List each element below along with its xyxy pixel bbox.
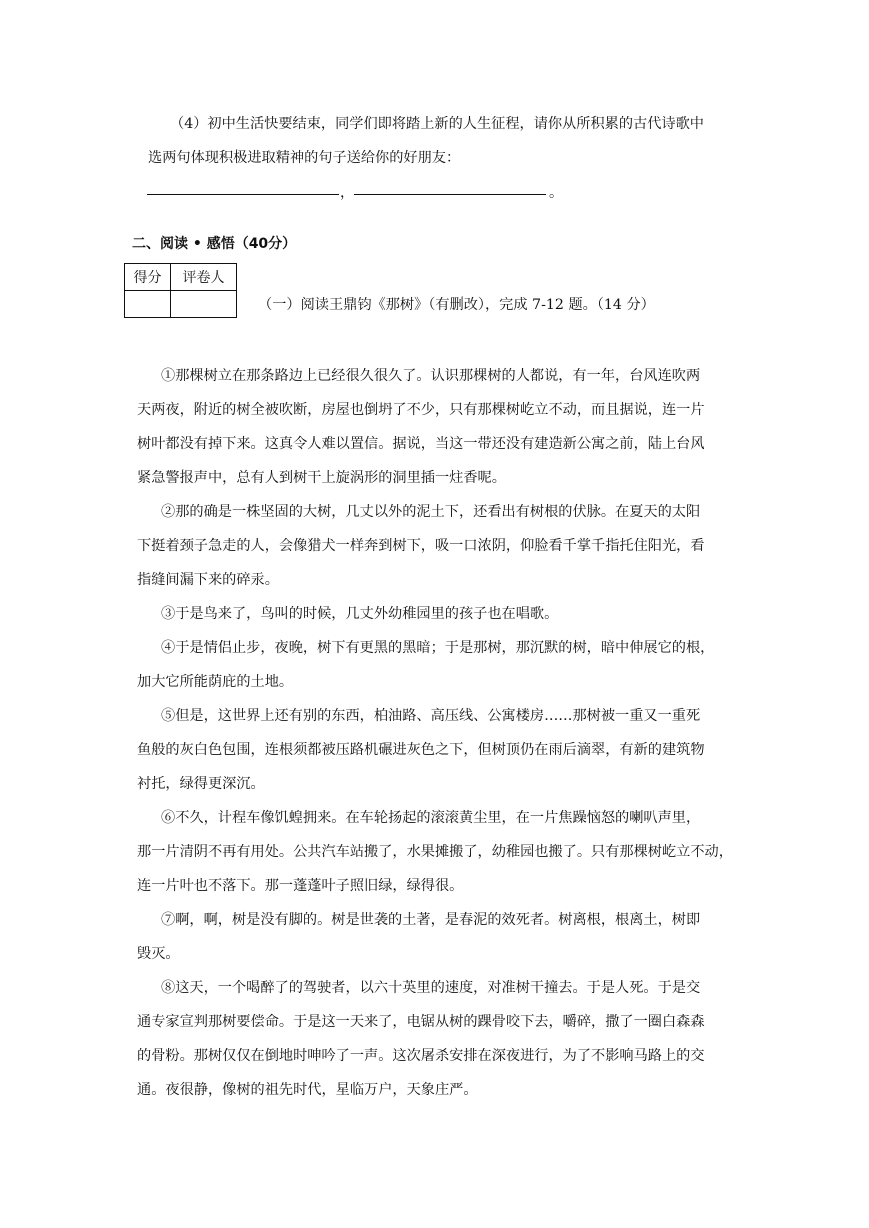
paragraph-5-line-1: ⑤但是，这世界上还有别的东西，柏油路、高压线、公寓楼房……那树被一重又一重死 bbox=[161, 708, 701, 724]
score-table bbox=[124, 263, 237, 318]
score-header: 得分 bbox=[125, 264, 171, 291]
paragraph-3-line-1: ③于是鸟来了，鸟叫的时候，几丈外幼稚园里的孩子也在唱歌。 bbox=[161, 606, 559, 622]
paragraph-1-line-4: 紧急警报声中，总有人到树干上旋涡形的洞里插一炷香呢。 bbox=[137, 470, 506, 486]
answer-blank-1[interactable] bbox=[147, 194, 339, 195]
question4-line2: 选两句体现积极进取精神的句子送给你的好朋友： bbox=[148, 150, 461, 166]
paragraph-2-line-2: 下挺着颈子急走的人，会像猎犬一样奔到树下，吸一口浓阴，仰脸看千掌千指托住阳光，看 bbox=[137, 538, 705, 554]
paragraph-5-line-3: 衬托，绿得更深沉。 bbox=[137, 776, 265, 792]
paragraph-6-line-3: 连一片叶也不落下。那一蓬蓬叶子照旧绿，绿得很。 bbox=[137, 878, 464, 894]
paragraph-1-line-1: ①那棵树立在那条路边上已经很久很久了。认识那棵树的人都说，有一年，台风连吹两 bbox=[161, 368, 701, 384]
paragraph-1-line-3: 树叶都没有掉下来。这真令人难以置信。据说，当这一带还没有建造新公寓之前，陆上台风 bbox=[137, 436, 705, 452]
passage-intro: （一）阅读王鼎钧《那树》（有删改），完成 7-12 题。（14 分） bbox=[258, 297, 655, 313]
paragraph-8-line-2: 通专家宣判那树要偿命。于是这一天来了，电锯从树的踝骨咬下去，嚼碎，撒了一圈白森森 bbox=[137, 1014, 705, 1030]
paragraph-8-line-3: 的骨粉。那树仅仅在倒地时呻吟了一声。这次屠杀安排在深夜进行，为了不影响马路上的交 bbox=[137, 1048, 705, 1064]
paragraph-8-line-4: 通。夜很静，像树的祖先时代，星临万户，天象庄严。 bbox=[137, 1082, 478, 1098]
paragraph-7-line-1: ⑦啊，啊，树是没有脚的。树是世袭的土著，是春泥的效死者。树离根，根离土，树即 bbox=[161, 912, 701, 928]
paragraph-2-line-1: ②那的确是一株坚固的大树，几丈以外的泥土下，还看出有树根的伏脉。在夏天的太阳 bbox=[161, 504, 701, 520]
paragraph-1-line-2: 天两夜，附近的树全被吹断，房屋也倒坍了不少，只有那棵树屹立不动，而且据说，连一片 bbox=[137, 402, 705, 418]
answer-blank-2[interactable] bbox=[354, 194, 546, 195]
blank-comma: ， bbox=[340, 185, 355, 201]
paragraph-6-line-1: ⑥不久，计程车像饥蝗拥来。在车轮扬起的滚滚黄尘里，在一片焦躁恼怒的喇叭声里， bbox=[161, 810, 701, 826]
section-title: 二、阅读 • 感悟（40分） bbox=[132, 236, 297, 252]
paragraph-4-line-1: ④于是情侣止步，夜晚，树下有更黑的黑暗；于是那树，那沉默的树，暗中伸展它的根， bbox=[161, 640, 715, 656]
grader-cell[interactable] bbox=[171, 291, 237, 318]
paragraph-6-line-2: 那一片清阴不再有用处。公共汽车站搬了，水果摊搬了，幼稚园也搬了。只有那棵树屹立不动， bbox=[137, 844, 733, 860]
grader-header: 评卷人 bbox=[171, 264, 237, 291]
paragraph-5-line-2: 鱼般的灰白色包围，连根须都被压路机碾进灰色之下，但树顶仍在雨后滴翠，有新的建筑物 bbox=[137, 742, 705, 758]
question4-line1: （4）初中生活快要结束，同学们即将踏上新的人生征程，请你从所积累的古代诗歌中 bbox=[170, 116, 704, 132]
score-cell[interactable] bbox=[125, 291, 171, 318]
paragraph-8-line-1: ⑧这天，一个喝醉了的驾驶者，以六十英里的速度，对准树干撞去。于是人死。于是交 bbox=[161, 980, 701, 996]
blank-period: 。 bbox=[549, 185, 564, 201]
paragraph-7-line-2: 毁灭。 bbox=[137, 946, 180, 962]
paragraph-4-line-2: 加大它所能荫庇的土地。 bbox=[137, 674, 294, 690]
paragraph-2-line-3: 指缝间漏下来的碎汞。 bbox=[137, 572, 279, 588]
